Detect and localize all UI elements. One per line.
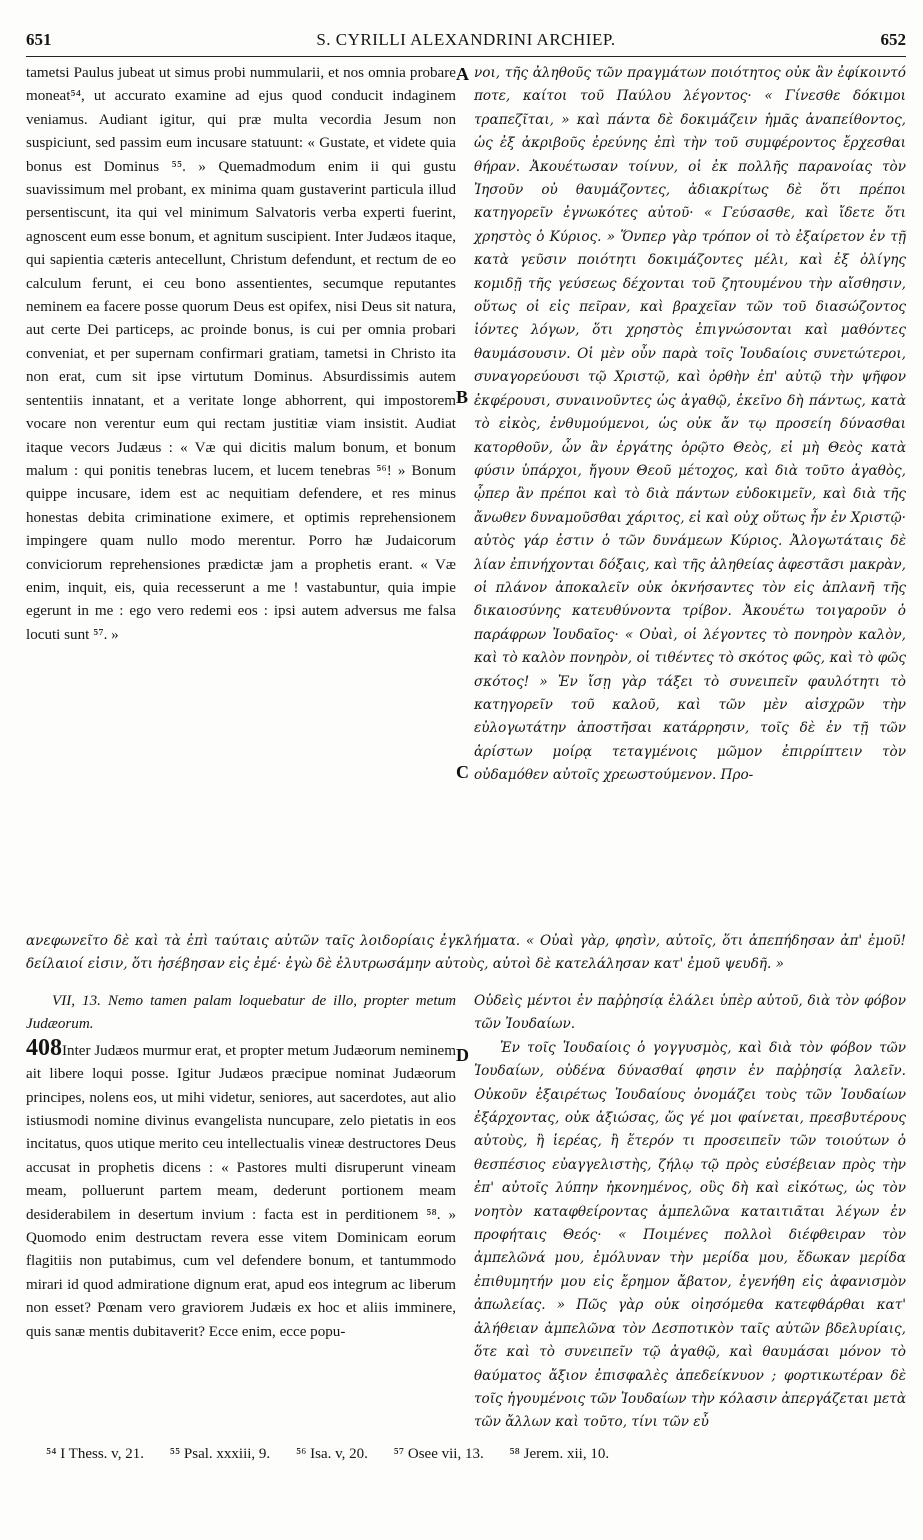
section-number: 408 (26, 1034, 62, 1061)
footnote-58: ⁵⁸ Jerem. xii, 10. (509, 1446, 610, 1462)
footnote-54: ⁵⁴ I Thess. v, 21. (46, 1446, 144, 1462)
greek-section-heading: Οὐδεὶς μέντοι ἐν παῤῥησίᾳ ἐλάλει ὑπὲρ αὐτοῦ, διὰ τὸν φόβον τῶν Ἰουδαίων. (474, 993, 906, 1033)
greek-column-bottom (474, 990, 906, 1435)
latin-paragraph-2 (26, 1034, 456, 1344)
document-page (26, 0, 906, 1540)
footnote-55: ⁵⁵ Psal. xxxiii, 9. (169, 1446, 271, 1462)
greek-continuation: ανεφωνεῖτο δὲ καὶ τὰ ἐπὶ ταύταις αὐτῶν ταῖς λοιδορίαις ἐγκλήματα. « Οὐαὶ γὰρ, φησὶν, αὐτοῖς, ὅτι ἀπεπήδησαν ἀπ' ἐμοῦ! δείλαιοί εἰσιν, ὅτι ἠσέβησαν εἰς ἐμέ· ἐγὼ δὲ ἐλυτρωσάμην αὐτοὺς, αὐτοὶ δὲ κατελάλησαν κατ' ἐμοῦ ψευδῆ. » (26, 933, 906, 973)
latin-paragraph-2-text: Inter Judæos murmur erat, et propter metum Judæorum neminem ait libere loqui posse. Igitur Judæos præcipue nominat Judæorum principes, nolens eos, ut mihi videtur, seniores, aut sacerdotes, aut alio istiusmodi nomine divinus evangelista nuncupare, zelo pietatis in eos incitatus, quos utique merito ceu intellectualis vineæ destructores Deus accusat in prophetis dicens : « Pastores multi disruperunt vineam meam, polluerunt partem meam, dederunt portionem meam desiderabilem in desertum invium : facta est in perditionem ⁵⁸. » Quomodo enim destructam revera esse vitem Dominicam eorum flagitiis non putabimus, cum vel defendere bonum, et tantummodo mirari id quod admiratione dignum erat, apud eos integrum ac liberum non esset? Pœnam vero graviorem Judæis ex hoc et aliis imminere, quis sanæ mentis dubitaverit? Ecce enim, ecce popu- (26, 1042, 456, 1340)
margin-marker-b: B (456, 387, 469, 407)
greek-paragraph-2: Ἐν τοῖς Ἰουδαίοις ὁ γογγυσμὸς, καὶ διὰ τὸν φόβον τῶν Ἰουδαίων, οὐδένα δύνασθαί φησιν ἐν παῤῥησίᾳ λαλεῖν. Οὐκοῦν ἐξαιρέτως Ἰουδαίους ὀνομάζει τοὺς τῶν Ἰουδαίων ἐξάρχοντας, οὐκ ἀξιώσας, ὥς γέ μοι φαίνεται, πρεσβυτέρους αὐτοὺς, ἢ ἱερέας, ἢ ἕτερόν τι προσειπεῖν τῶν τοιούτων ὁ θεσπέσιος εὐαγγελιστὴς, ζήλῳ τῷ πρὸς εὐσέβειαν πρὸς τὴν ἐπ' αὐτοῖς λύπην ἠκονημένος, οὓς δὴ καὶ εἰκότως, ὡς τὸν νοητὸν καταφθείροντας ἀμπελῶνα καταιτιᾶται λέγων ἐν προφήταις Θεός· « Ποιμένες πολλοὶ διέφθειραν τὸν ἀμπελῶνά μου, ἐμόλυναν τὴν μερίδα μου, ἔδωκαν μερίδα ἐπιθυμητήν μου εἰς ἔρημον ἄβατον, ἐγενήθη εἰς ἀφανισμὸν ἀπωλείας. » Πῶς γὰρ οὐκ οἰησόμεθα κατεφθάρθαι κατ' ἀλήθειαν ἀμπελῶνα τὸν Δεσποτικὸν ταῖς αὐτῶν βδελυρίαις, ὅτε καὶ τὸ συνειπεῖν τῷ ἀγαθῷ, καὶ θαυμάσαι μόνον τὸ θαύματος ἄξιον ἐπισφαλὲς ἀπεδείκνυον ; φορτικωτέραν δὲ τοῖς ἡγουμένοις τῶν Ἰουδαίων τὴν κόλασιν ἀπεργάζεται μετὰ τῶν ἄλλων καὶ τοῦτο, τίνι τῶν εὖ (474, 1039, 906, 1431)
margin-marker-d: D (456, 1045, 469, 1065)
margin-marker-c: C (456, 762, 469, 782)
greek-column-top (474, 62, 906, 788)
greek-paragraph-1: νοι, τῆς ἀληθοῦς τῶν πραγμάτων ποιότητος οὐκ ἂν ἐφίκοιντό ποτε, καίτοι τοῦ Παύλου λέγοντος· « Γίνεσθε δόκιμοι τραπεζῖται, » καὶ πάντα δὲ δοκιμάζειν ἡμᾶς ἀναπείθοντος, ὡς ἐξ ἀκριβοῦς ἐρεύνης ἐπὶ τὴν τοῦ συμφέροντος ἔρχεσθαι θήραν. Ἀκουέτωσαν τοίνυν, οἱ ἐκ πολλῆς παρανοίας τὸν Ἰησοῦν οὐ θαυμάζοντες, ἀδιακρίτως δὲ ὅτι πρέποι κατηγορεῖν ἐγνωκότες αὐτοῦ· « Γεύσασθε, καὶ ἴδετε ὅτι χρηστὸς ὁ Κύριος. » Ὅνπερ γὰρ τρόπον οἱ τὸ ἐξαίρετον ἐν τῇ κατὰ γεῦσιν ποιότητι δοκιμάζοντες μέλι, καὶ ἐξ ὀλίγης κομιδῇ τῆς γεύσεως δέχονται τοῦ ζητουμένου τὴν αἴσθησιν, οὕτως οἱ εἰς πεῖραν, καὶ βραχεῖαν τῶν τοῦ διασώζοντος ἰόντες λόγων, ὅτι χρηστὸς ἐπιγνώσονται καὶ μαθόντες θαυμάσουσιν. Οἱ μὲν οὖν παρὰ τοῖς Ἰουδαίοις συνετώτεροι, συναγορεύουσι τῷ Χριστῷ, καὶ ὀρθὴν ἐπ' αὐτῷ τὴν ψῆφον ἐκφέρουσι, συναινοῦντες ὡς ἀγαθῷ, ἐκεῖνο δὴ πάντως, κατὰ τὸ εἰκὸς, ἐνθυμούμενοι, ὡς οὐκ ἄν τῳ προσείη δύνασθαι κατορθοῦν, ὧν ἂν ἐργάτης ὁρῷτο Θεὸς, εἰ μὴ Θεὸς κατὰ φύσιν ὑπάρχοι, ἤγουν Θεοῦ μέτοχος, καὶ διὰ τοῦτο ἀγαθὸς, ᾧπερ ἂν πρέποι καὶ τὸ διὰ πάντων εὐδοκιμεῖν, καὶ διὰ τῆς ἄνωθεν δυναμοῦσθαι χάριτος, εἰ καὶ οὐχ οὕτως ἦν ἐν Χριστῷ· αὐτὸς γάρ ἐστιν ὁ τῶν δυνάμεων Κύριος. Ἀλογωτάταις δὲ λίαν ἐπινήχονται δόξαις, καὶ τῆς ἀληθείας ἀφεστᾶσι μακρὰν, οἱ πλάνον ἀποκαλεῖν οὐκ ὀκνήσαντες τὸν εἰς ἀπλανῆ τῆς δικαιοσύνης κατευθύνοντα τρίβον. Ἀκουέτω τοιγαροῦν ὁ παράφρων Ἰουδαῖος· « Οὐαὶ, οἱ λέγοντες τὸ πονηρὸν καλὸν, καὶ τὸ καλὸν πονηρὸν, οἱ τιθέντες τὸ σκότος φῶς, καὶ τὸ φῶς σκότος! » Ἐν ἴσῃ γὰρ τάξει τὸ συνειπεῖν φαυλότητι τὸ κατηγορεῖν τοῦ καλοῦ, καὶ τῶν μὲν αἰσχρῶν τὴν εὐλογωτάτην ἀποστῆσαι κατάρρησιν, τοῖς δὲ ἐν τῇ τῶν ἀρίστων μοίρᾳ τεταγμένοις μῶμον ἐπιρρίπτειν τὸν οὐδαμόθεν αὐτοῖς χρεωστούμενον. Προ- (474, 65, 906, 784)
page-number-right: 652 (880, 30, 906, 49)
running-header (26, 30, 906, 57)
latin-section-heading: VII, 13. Nemo tamen palam loquebatur de illo, propter metum Judæorum. (26, 993, 456, 1033)
running-title: S. CYRILLI ALEXANDRINI ARCHIEP. (316, 30, 616, 49)
margin-marker-a: A (456, 64, 469, 84)
footnote-57: ⁵⁷ Osee vii, 13. (393, 1446, 484, 1462)
greek-full-width-line (26, 930, 906, 977)
latin-column-top (26, 62, 456, 647)
latin-paragraph-1: tametsi Paulus jubeat ut simus probi nummularii, et nos omnia probare moneat⁵⁴, ut accurato examine ad ejus quod conducit indaginem veniamus. Audiant igitur, qui præ multa vecordia Jesum non suspiciunt, sed passim eum incusare statuunt: « Gustate, et videte quia bonus est Dominus ⁵⁵. » Quemadmodum enim ii qui gustu suavissimum mel probant, ex minima quam gustaverint particula illud persentiscunt, ita qui vel minimum Salvatoris verba experti fuerint, agnoscent eum esse bonum, et agnitum suscipient. Inter Judæos itaque, qui sapientia cæteris antecellunt, Christum defendunt, et rectum de eo calculum ferunt, ei ceu bono assentientes, secumque reputantes neminem ea facere posse quorum Deus est opifex, nisi Deus sit natura, aut certe Dei particeps, ac proinde bonus, is cui per omnia probari conveniat, et per supernam confirmari gratiam, tametsi in Christo ita non erat, cum sit ipse virtutum Dominus. Absurdissimis autem sententiis innatant, et a veritate longe abhorrent, qui impostorem vocare non verentur eum qui rectam justitiæ viam insistit. Audiat itaque vecors Judæus : « Væ qui dicitis malum bonum, et bonum malum : qui ponitis tenebras lucem, et lucem tenebras ⁵⁶! » Bonum quippe incusare, idem est ac nequitiam defendere, et res minus honestas debita criminatione eximere, et optimis reprehensionem impingere quam nullo modo merentur. Porro hæ Judaicorum conviciorum reprehensiones prædictæ jam a prophetis erant. « Væ enim, inquit, eis, quia recesserunt a me ! vastabuntur, quia impie egerunt in me : ego vero redemi eos : ipsi autem adversus me falsa locuti sunt ⁵⁷. » (26, 65, 456, 643)
footnote-56: ⁵⁶ Isa. v, 20. (295, 1446, 368, 1462)
footnotes (46, 1446, 906, 1463)
latin-column-bottom (26, 990, 456, 1344)
page-number-left: 651 (26, 30, 52, 49)
